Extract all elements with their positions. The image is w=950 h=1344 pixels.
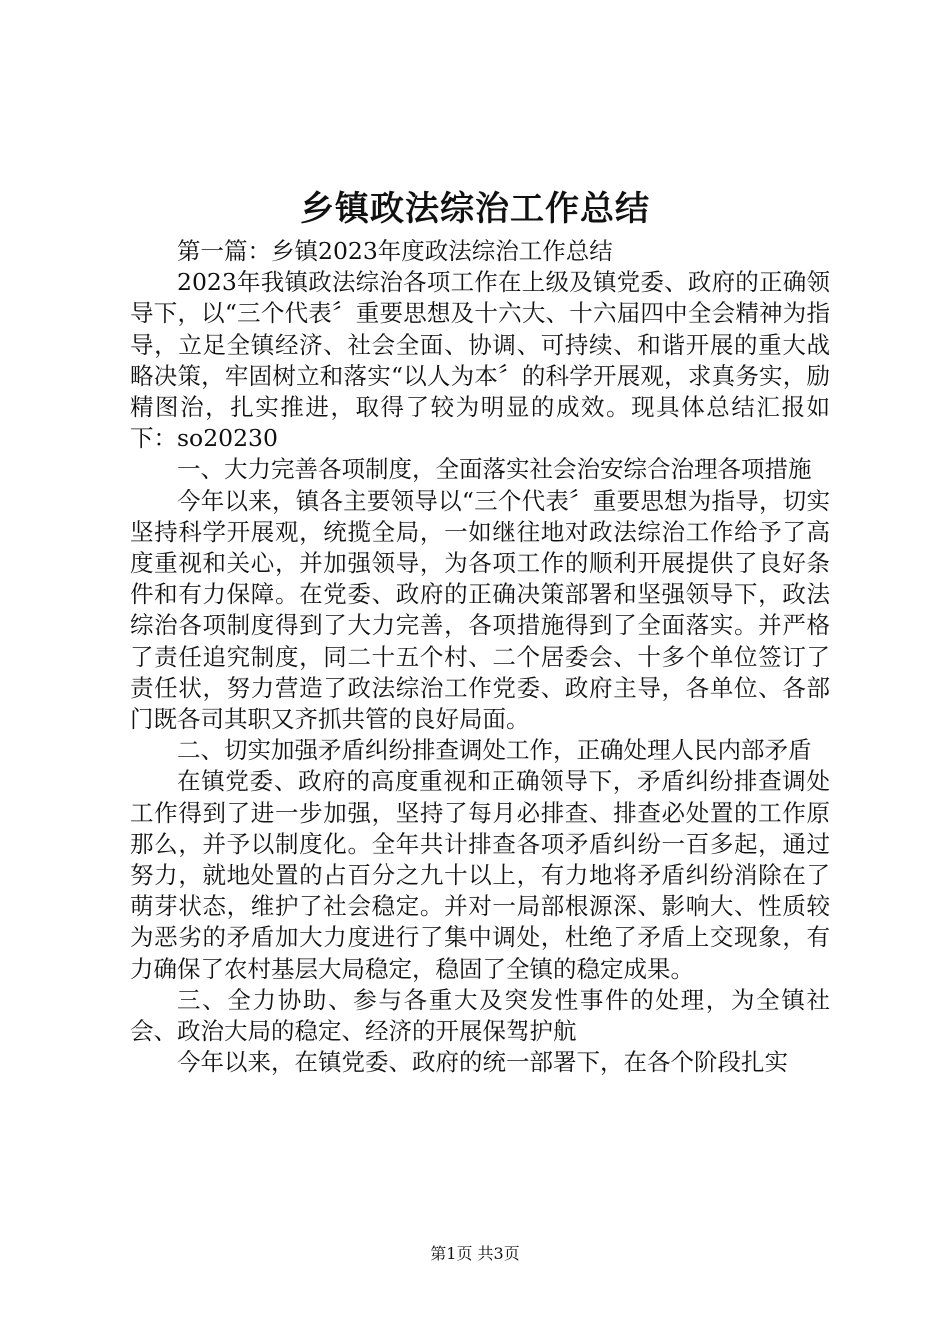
page-footer: 第1页 共3页 <box>430 1244 520 1263</box>
paragraph-subtitle: 第一篇：乡镇2023年度政法综治工作总结 <box>177 237 613 265</box>
section-heading-2: 二、切实加强矛盾纠纷排查调处工作，正确处理人民内部矛盾 <box>177 736 812 765</box>
paragraph-section-1: 今年以来，镇各主要领导以“三个代表〞重要思想为指导，切实坚持科学开展观，统揽全局，一如继往地对政法综治工作给予了高度重视和关心，并加强领导，为各项工作的顺利开展提供了良好条件和有力保障。在党委、政府的正确决策部署和坚强领导下，政法综治各项制度得到了大力完善，各项措施得到了全面落实。并严格了责任追究制度，同二十五个村、二个居委会、十多个单位签订了责任状，努力营造了政法综治工作党委、政府主导，各单位、各部门既各司其职又齐抓共管的良好局面。 <box>130 486 830 734</box>
section-heading-1: 一、大力完善各项制度，全面落实社会治安综合治理各项措施 <box>177 455 812 484</box>
paragraph-section-2: 在镇党委、政府的高度重视和正确领导下，矛盾纠纷排查调处工作得到了进一步加强，坚持了每月必排查、排查必处置的工作原那么，并予以制度化。全年共计排查各项矛盾纠纷一百多起，通过努力，就地处置的占百分之九十以上，有力地将矛盾纠纷消除在了萌芽状态，维护了社会稳定。并对一局部根源深、影响大、性质较为恶劣的矛盾加大力度进行了集中调处，杜绝了矛盾上交现象，有力确保了农村基层大局稳定，稳固了全镇的稳定成果。 <box>130 767 830 983</box>
document-title: 乡镇政法综治工作总结 <box>300 189 650 229</box>
section-heading-3: 三、全力协助、参与各重大及突发性事件的处理，为全镇社会、政治大局的稳定、经济的开展保驾护航 <box>130 985 830 1046</box>
paragraph-intro: 2023年我镇政法综治各项工作在上级及镇党委、政府的正确领导下，以“三个代表〞重要思想及十六大、十六届四中全会精神为指导，立足全镇经济、社会全面、协调、可持续、和谐开展的重大战略决策，牢固树立和落实“以人为本〞的科学开展观，求真务实，励精图治，扎实推进，取得了较为明显的成效。现具体总结汇报如下：so20230 <box>130 268 830 453</box>
document-body <box>130 236 830 1078</box>
paragraph-section-3: 今年以来，在镇党委、政府的统一部署下，在各个阶段扎实 <box>177 1048 788 1077</box>
